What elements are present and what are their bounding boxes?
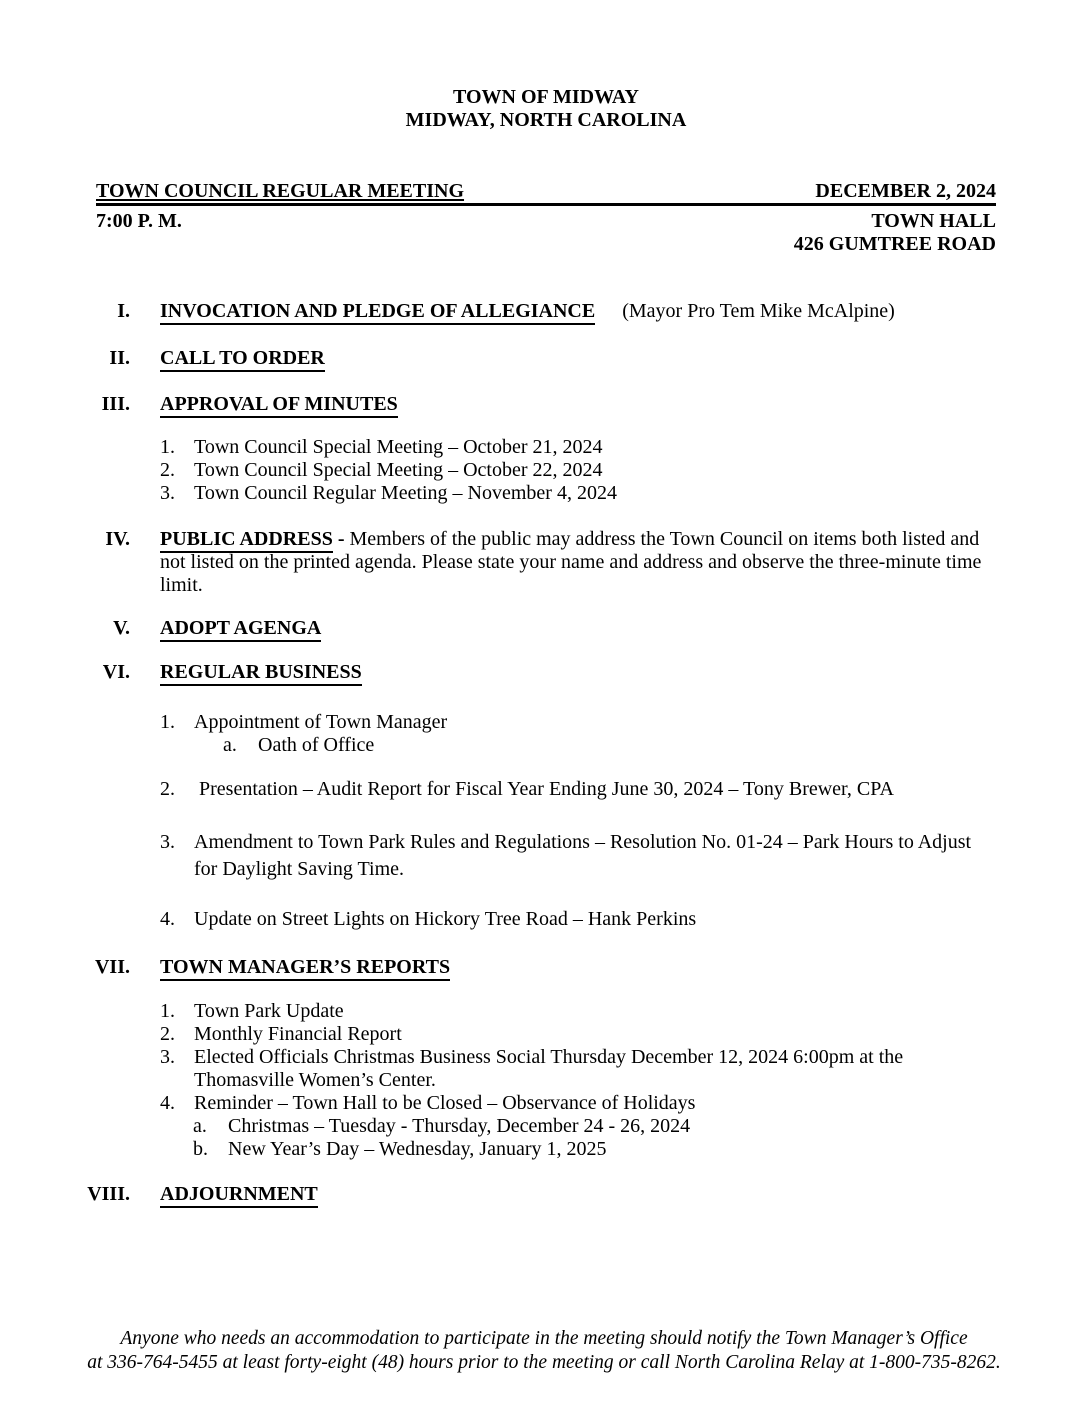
item-text: Christmas – Tuesday - Thursday, December 24 - 26, 2024 xyxy=(228,1115,691,1137)
accessibility-note xyxy=(0,1327,1088,1375)
report-item xyxy=(160,1046,996,1092)
org-subtitle: MIDWAY, NORTH CAROLINA xyxy=(405,109,687,131)
item-text: Town Park Update xyxy=(194,1000,344,1022)
item-text: Presentation – Audit Report for Fiscal Year Ending June 30, 2024 – Tony Brewer, CPA xyxy=(194,778,894,800)
section-numeral: VII. xyxy=(94,956,130,978)
item-number: 3. xyxy=(160,831,175,853)
meeting-title: TOWN COUNCIL REGULAR MEETING xyxy=(96,180,465,202)
venue-block xyxy=(794,210,996,256)
business-item xyxy=(160,829,996,883)
section-numeral: VI. xyxy=(102,661,130,683)
item-text: New Year’s Day – Wednesday, January 1, 2025 xyxy=(228,1138,607,1160)
section-note: (Mayor Pro Tem Mike McAlpine) xyxy=(622,300,895,322)
item-letter: b. xyxy=(193,1138,208,1160)
business-item xyxy=(160,778,996,801)
business-item xyxy=(160,711,996,734)
item-number: 2. xyxy=(160,778,175,800)
item-text: Oath of Office xyxy=(258,734,375,756)
item-text: Town Council Special Meeting – October 21, 2024 xyxy=(194,436,603,458)
section-heading: ADJOURNMENT xyxy=(160,1183,318,1208)
reports-list xyxy=(96,1000,996,1161)
section-numeral: VIII. xyxy=(87,1183,130,1205)
item-number: 2. xyxy=(160,459,175,481)
section-regular-business xyxy=(96,661,996,684)
item-text: Elected Officials Christmas Business Social Thursday December 12, 2024 6:00pm at the Thomasville Women’s Center. xyxy=(194,1046,908,1091)
report-item xyxy=(160,1092,996,1115)
section-invocation xyxy=(96,300,996,323)
item-number: 1. xyxy=(160,436,175,458)
section-heading: APPROVAL OF MINUTES xyxy=(160,393,398,418)
org-title: TOWN OF MIDWAY xyxy=(453,86,639,108)
section-approval-of-minutes xyxy=(96,393,996,416)
item-text: Amendment to Town Park Rules and Regulations – Resolution No. 01-24 – Park Hours to Adjust for Daylight Saving Time. xyxy=(194,831,977,880)
section-numeral: I. xyxy=(117,300,130,322)
report-subitem xyxy=(193,1115,996,1138)
item-number: 3. xyxy=(160,482,175,504)
report-item xyxy=(160,1000,996,1023)
section-call-to-order xyxy=(96,347,996,370)
business-subitem xyxy=(223,734,996,757)
section-heading: INVOCATION AND PLEDGE OF ALLEGIANCE xyxy=(160,300,595,325)
minutes-item xyxy=(160,436,996,459)
section-town-managers-reports xyxy=(96,956,996,979)
accessibility-note-line1: Anyone who needs an accommodation to participate in the meeting should notify the Town Manager’s Office xyxy=(120,1328,968,1349)
meeting-date: DECEMBER 2, 2024 xyxy=(815,180,996,202)
section-adjournment xyxy=(87,1183,996,1206)
item-text: Reminder – Town Hall to be Closed – Observance of Holidays xyxy=(194,1092,696,1114)
item-text: Town Council Regular Meeting – November 4, 2024 xyxy=(194,482,617,504)
business-item xyxy=(160,908,996,931)
document-header xyxy=(96,86,996,132)
section-public-address xyxy=(96,528,996,597)
meeting-info-row xyxy=(96,210,996,256)
venue-address: 426 GUMTREE ROAD xyxy=(793,233,996,255)
section-description: Members of the public may address the Town Council on items both listed and not listed on the printed agenda. Please state your name and address and observe the three-minute time limit. xyxy=(160,528,982,596)
minutes-item xyxy=(160,482,996,505)
accessibility-note-line2: at 336-764-5455 at least forty-eight (48) hours prior to the meeting or call North Carolina Relay at 1-800-735-8262. xyxy=(87,1352,1001,1373)
report-subitem xyxy=(193,1138,996,1161)
item-text: Town Council Special Meeting – October 22, 2024 xyxy=(194,459,603,481)
section-heading: ADOPT AGENGA xyxy=(160,617,321,642)
item-number: 1. xyxy=(160,1000,175,1022)
meeting-title-row xyxy=(96,180,996,206)
minutes-item xyxy=(160,459,996,482)
section-heading-body xyxy=(160,300,996,323)
item-number: 4. xyxy=(160,1092,175,1114)
item-letter: a. xyxy=(223,734,237,756)
section-heading: CALL TO ORDER xyxy=(160,347,325,372)
venue-name: TOWN HALL xyxy=(871,210,996,232)
section-heading: PUBLIC ADDRESS xyxy=(160,528,333,553)
section-numeral: II. xyxy=(109,347,130,369)
item-number: 3. xyxy=(160,1046,175,1068)
section-heading: REGULAR BUSINESS xyxy=(160,661,362,686)
section-numeral: V. xyxy=(113,617,130,639)
meeting-time: 7:00 P. M. xyxy=(96,210,182,232)
section-adopt-agenda xyxy=(96,617,996,640)
item-letter: a. xyxy=(193,1115,207,1137)
report-item xyxy=(160,1023,996,1046)
section-numeral: IV. xyxy=(105,528,130,550)
minutes-list xyxy=(96,436,996,505)
item-text: Update on Street Lights on Hickory Tree Road – Hank Perkins xyxy=(194,908,697,930)
section-heading: TOWN MANAGER’S REPORTS xyxy=(160,956,450,981)
heading-dash: - xyxy=(332,528,350,550)
item-number: 2. xyxy=(160,1023,175,1045)
item-text: Appointment of Town Manager xyxy=(194,711,448,733)
item-text: Monthly Financial Report xyxy=(194,1023,402,1045)
item-number: 4. xyxy=(160,908,175,930)
section-numeral: III. xyxy=(101,393,130,415)
item-number: 1. xyxy=(160,711,175,733)
